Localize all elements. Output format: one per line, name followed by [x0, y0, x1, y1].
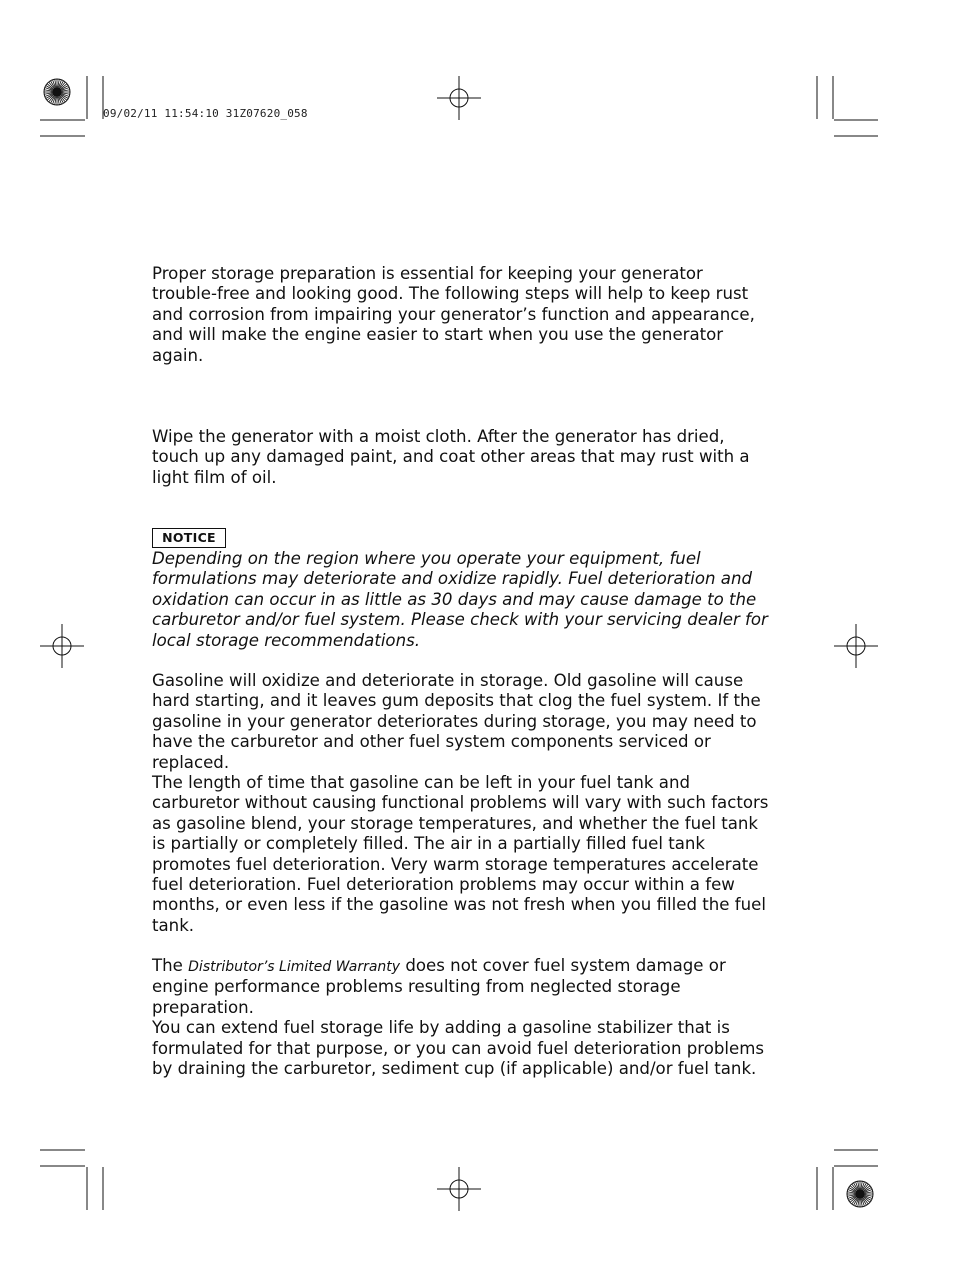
gasoline-section: [152, 671, 772, 936]
warranty-section: [152, 956, 772, 1079]
stabilizer-text: You can extend fuel storage life by adding a gasoline stabilizer that is formulated for that purpose, or you can avoid fuel deterioration problems by draining the carburetor, sediment cup (if applicable) and/or fuel tank.: [152, 1018, 765, 1079]
warranty-suffix: does not cover fuel system damage or engine performance problems resulting from neglected storage preparation.: [152, 956, 726, 1017]
notice-text: Depending on the region where you operate your equipment, fuel formulations may deteriorate and oxidize rapidly. Fuel deterioration and oxidation can occur in as little as 30 days and may cause damage to the carburetor and/or fuel system. Please check with your servicing dealer for local storage recommendations.: [152, 549, 768, 650]
print-slug: 09/02/11 11:54:10 31Z07620_058: [103, 107, 308, 120]
warranty-text: [152, 956, 772, 1018]
warranty-prefix: The: [152, 956, 183, 975]
notice-label: NOTICE: [152, 528, 226, 548]
gasoline-text-2: The length of time that gasoline can be left in your fuel tank and carburetor without causing functional problems will vary with such factors as gasoline blend, your storage temperatures, and whether the fuel tank is partially or completely filled. The air in a partially filled fuel tank promotes fuel deterioration. Very warm storage temperatures accelerate fuel deterioration. Fuel deterioration problems may occur within a few months, or even less if the gasoline was not fresh when you filled the fuel tank.: [152, 773, 769, 935]
warranty-name: Distributor’s Limited Warranty: [188, 959, 401, 975]
gasoline-text-1: Gasoline will oxidize and deteriorate in storage. Old gasoline will cause hard starting, and it leaves gum deposits that clog the fuel system. If the gasoline in your generator deteriorates during storage, you may need to have the carburetor and other fuel system components serviced or replaced.: [152, 671, 761, 772]
cleaning-text: Wipe the generator with a moist cloth. After the generator has dried, touch up any damaged paint, and coat other areas that may rust with a light film of oil.: [152, 427, 750, 487]
notice-paragraph: [152, 549, 772, 651]
intro-text: Proper storage preparation is essential for keeping your generator trouble-free and looking good. The following steps will help to keep rust and corrosion from impairing your generator’s function and appearance, and will make the engine easier to start when you use the generator again.: [152, 264, 755, 365]
cleaning-paragraph: [152, 427, 772, 488]
intro-paragraph: [152, 264, 772, 366]
